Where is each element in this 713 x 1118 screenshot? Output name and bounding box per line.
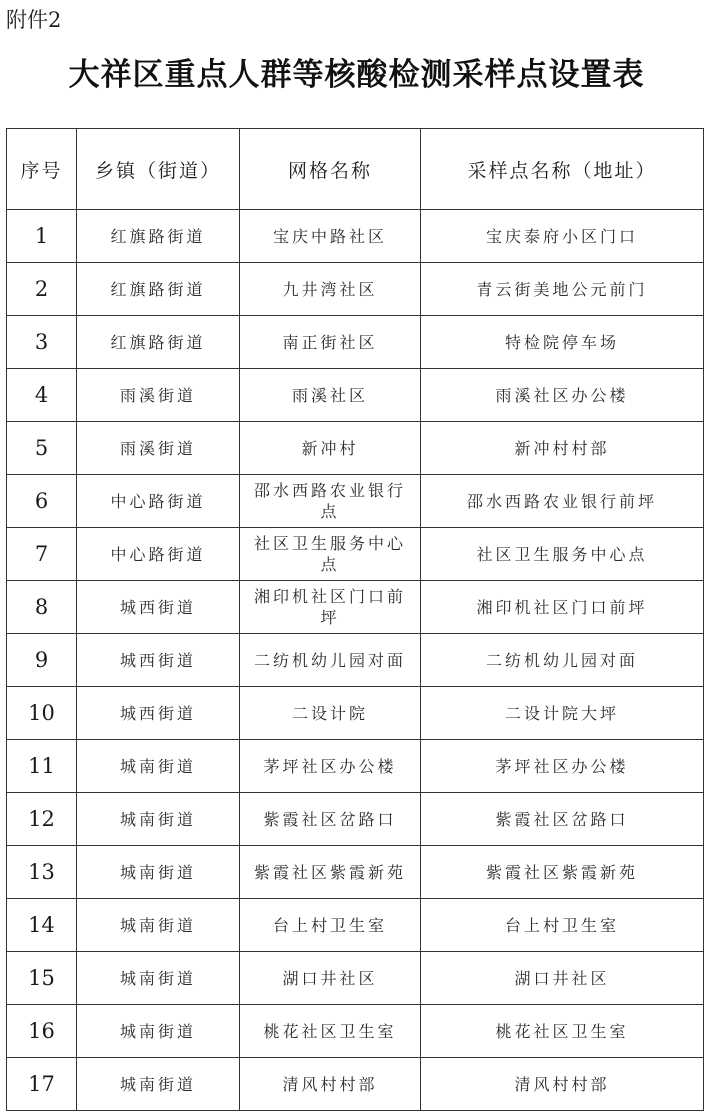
table-row	[7, 475, 704, 528]
cell-sampling-site: 特检院停车场	[421, 316, 704, 369]
cell-grid-name: 南正街社区	[240, 316, 421, 369]
table-body	[7, 210, 704, 1111]
cell-grid-name: 九井湾社区	[240, 263, 421, 316]
cell-sampling-site: 社区卫生服务中心点	[421, 528, 704, 581]
header-sampling-site: 采样点名称（地址）	[421, 129, 704, 210]
cell-serial-number: 11	[7, 740, 77, 793]
cell-town-street: 城西街道	[77, 687, 240, 740]
cell-sampling-site: 二设计院大坪	[421, 687, 704, 740]
cell-grid-name: 台上村卫生室	[240, 899, 421, 952]
cell-grid-name: 紫霞社区紫霞新苑	[240, 846, 421, 899]
cell-grid-name: 邵水西路农业银行点	[240, 475, 421, 528]
table-row	[7, 369, 704, 422]
cell-town-street: 城南街道	[77, 899, 240, 952]
attachment-label: 附件2	[6, 8, 62, 32]
table-row	[7, 634, 704, 687]
table-header-row	[7, 129, 704, 210]
cell-sampling-site: 紫霞社区岔路口	[421, 793, 704, 846]
cell-serial-number: 5	[7, 422, 77, 475]
cell-serial-number: 10	[7, 687, 77, 740]
cell-grid-name: 二纺机幼儿园对面	[240, 634, 421, 687]
header-grid-name: 网格名称	[240, 129, 421, 210]
cell-town-street: 城南街道	[77, 952, 240, 1005]
cell-sampling-site: 邵水西路农业银行前坪	[421, 475, 704, 528]
table-row	[7, 846, 704, 899]
cell-serial-number: 8	[7, 581, 77, 634]
cell-serial-number: 15	[7, 952, 77, 1005]
header-serial-number: 序号	[7, 129, 77, 210]
cell-town-street: 城西街道	[77, 634, 240, 687]
cell-town-street: 城南街道	[77, 1058, 240, 1111]
cell-serial-number: 7	[7, 528, 77, 581]
cell-serial-number: 13	[7, 846, 77, 899]
cell-serial-number: 9	[7, 634, 77, 687]
cell-grid-name: 紫霞社区岔路口	[240, 793, 421, 846]
document-title: 大祥区重点人群等核酸检测采样点设置表	[68, 57, 645, 93]
table-row	[7, 740, 704, 793]
sampling-sites-table	[6, 128, 704, 1111]
header-town-street: 乡镇（街道）	[77, 129, 240, 210]
cell-town-street: 城南街道	[77, 740, 240, 793]
cell-serial-number: 3	[7, 316, 77, 369]
table-row	[7, 1058, 704, 1111]
cell-sampling-site: 茅坪社区办公楼	[421, 740, 704, 793]
cell-town-street: 中心路街道	[77, 475, 240, 528]
cell-grid-name: 清风村村部	[240, 1058, 421, 1111]
cell-sampling-site: 新冲村村部	[421, 422, 704, 475]
cell-sampling-site: 桃花社区卫生室	[421, 1005, 704, 1058]
cell-serial-number: 17	[7, 1058, 77, 1111]
cell-sampling-site: 二纺机幼儿园对面	[421, 634, 704, 687]
cell-serial-number: 12	[7, 793, 77, 846]
cell-grid-name: 新冲村	[240, 422, 421, 475]
cell-sampling-site: 湘印机社区门口前坪	[421, 581, 704, 634]
cell-grid-name: 湘印机社区门口前坪	[240, 581, 421, 634]
cell-grid-name: 宝庆中路社区	[240, 210, 421, 263]
cell-town-street: 城西街道	[77, 581, 240, 634]
table-row	[7, 422, 704, 475]
cell-sampling-site: 紫霞社区紫霞新苑	[421, 846, 704, 899]
table-row	[7, 210, 704, 263]
cell-serial-number: 16	[7, 1005, 77, 1058]
cell-town-street: 城南街道	[77, 1005, 240, 1058]
cell-grid-name: 社区卫生服务中心点	[240, 528, 421, 581]
table-row	[7, 899, 704, 952]
cell-serial-number: 1	[7, 210, 77, 263]
cell-grid-name: 茅坪社区办公楼	[240, 740, 421, 793]
cell-town-street: 雨溪街道	[77, 422, 240, 475]
table-row	[7, 1005, 704, 1058]
cell-grid-name: 桃花社区卫生室	[240, 1005, 421, 1058]
cell-town-street: 城南街道	[77, 846, 240, 899]
cell-sampling-site: 台上村卫生室	[421, 899, 704, 952]
cell-town-street: 中心路街道	[77, 528, 240, 581]
table-row	[7, 581, 704, 634]
cell-sampling-site: 青云街美地公元前门	[421, 263, 704, 316]
table-row	[7, 952, 704, 1005]
cell-sampling-site: 清风村村部	[421, 1058, 704, 1111]
cell-town-street: 红旗路街道	[77, 210, 240, 263]
cell-town-street: 城南街道	[77, 793, 240, 846]
table-row	[7, 687, 704, 740]
cell-grid-name: 雨溪社区	[240, 369, 421, 422]
cell-serial-number: 6	[7, 475, 77, 528]
cell-serial-number: 14	[7, 899, 77, 952]
cell-serial-number: 4	[7, 369, 77, 422]
cell-sampling-site: 湖口井社区	[421, 952, 704, 1005]
cell-grid-name: 二设计院	[240, 687, 421, 740]
cell-town-street: 红旗路街道	[77, 263, 240, 316]
cell-serial-number: 2	[7, 263, 77, 316]
cell-sampling-site: 雨溪社区办公楼	[421, 369, 704, 422]
cell-town-street: 雨溪街道	[77, 369, 240, 422]
table-row	[7, 528, 704, 581]
table-row	[7, 263, 704, 316]
cell-sampling-site: 宝庆泰府小区门口	[421, 210, 704, 263]
table-row	[7, 316, 704, 369]
table-row	[7, 793, 704, 846]
cell-grid-name: 湖口井社区	[240, 952, 421, 1005]
cell-town-street: 红旗路街道	[77, 316, 240, 369]
